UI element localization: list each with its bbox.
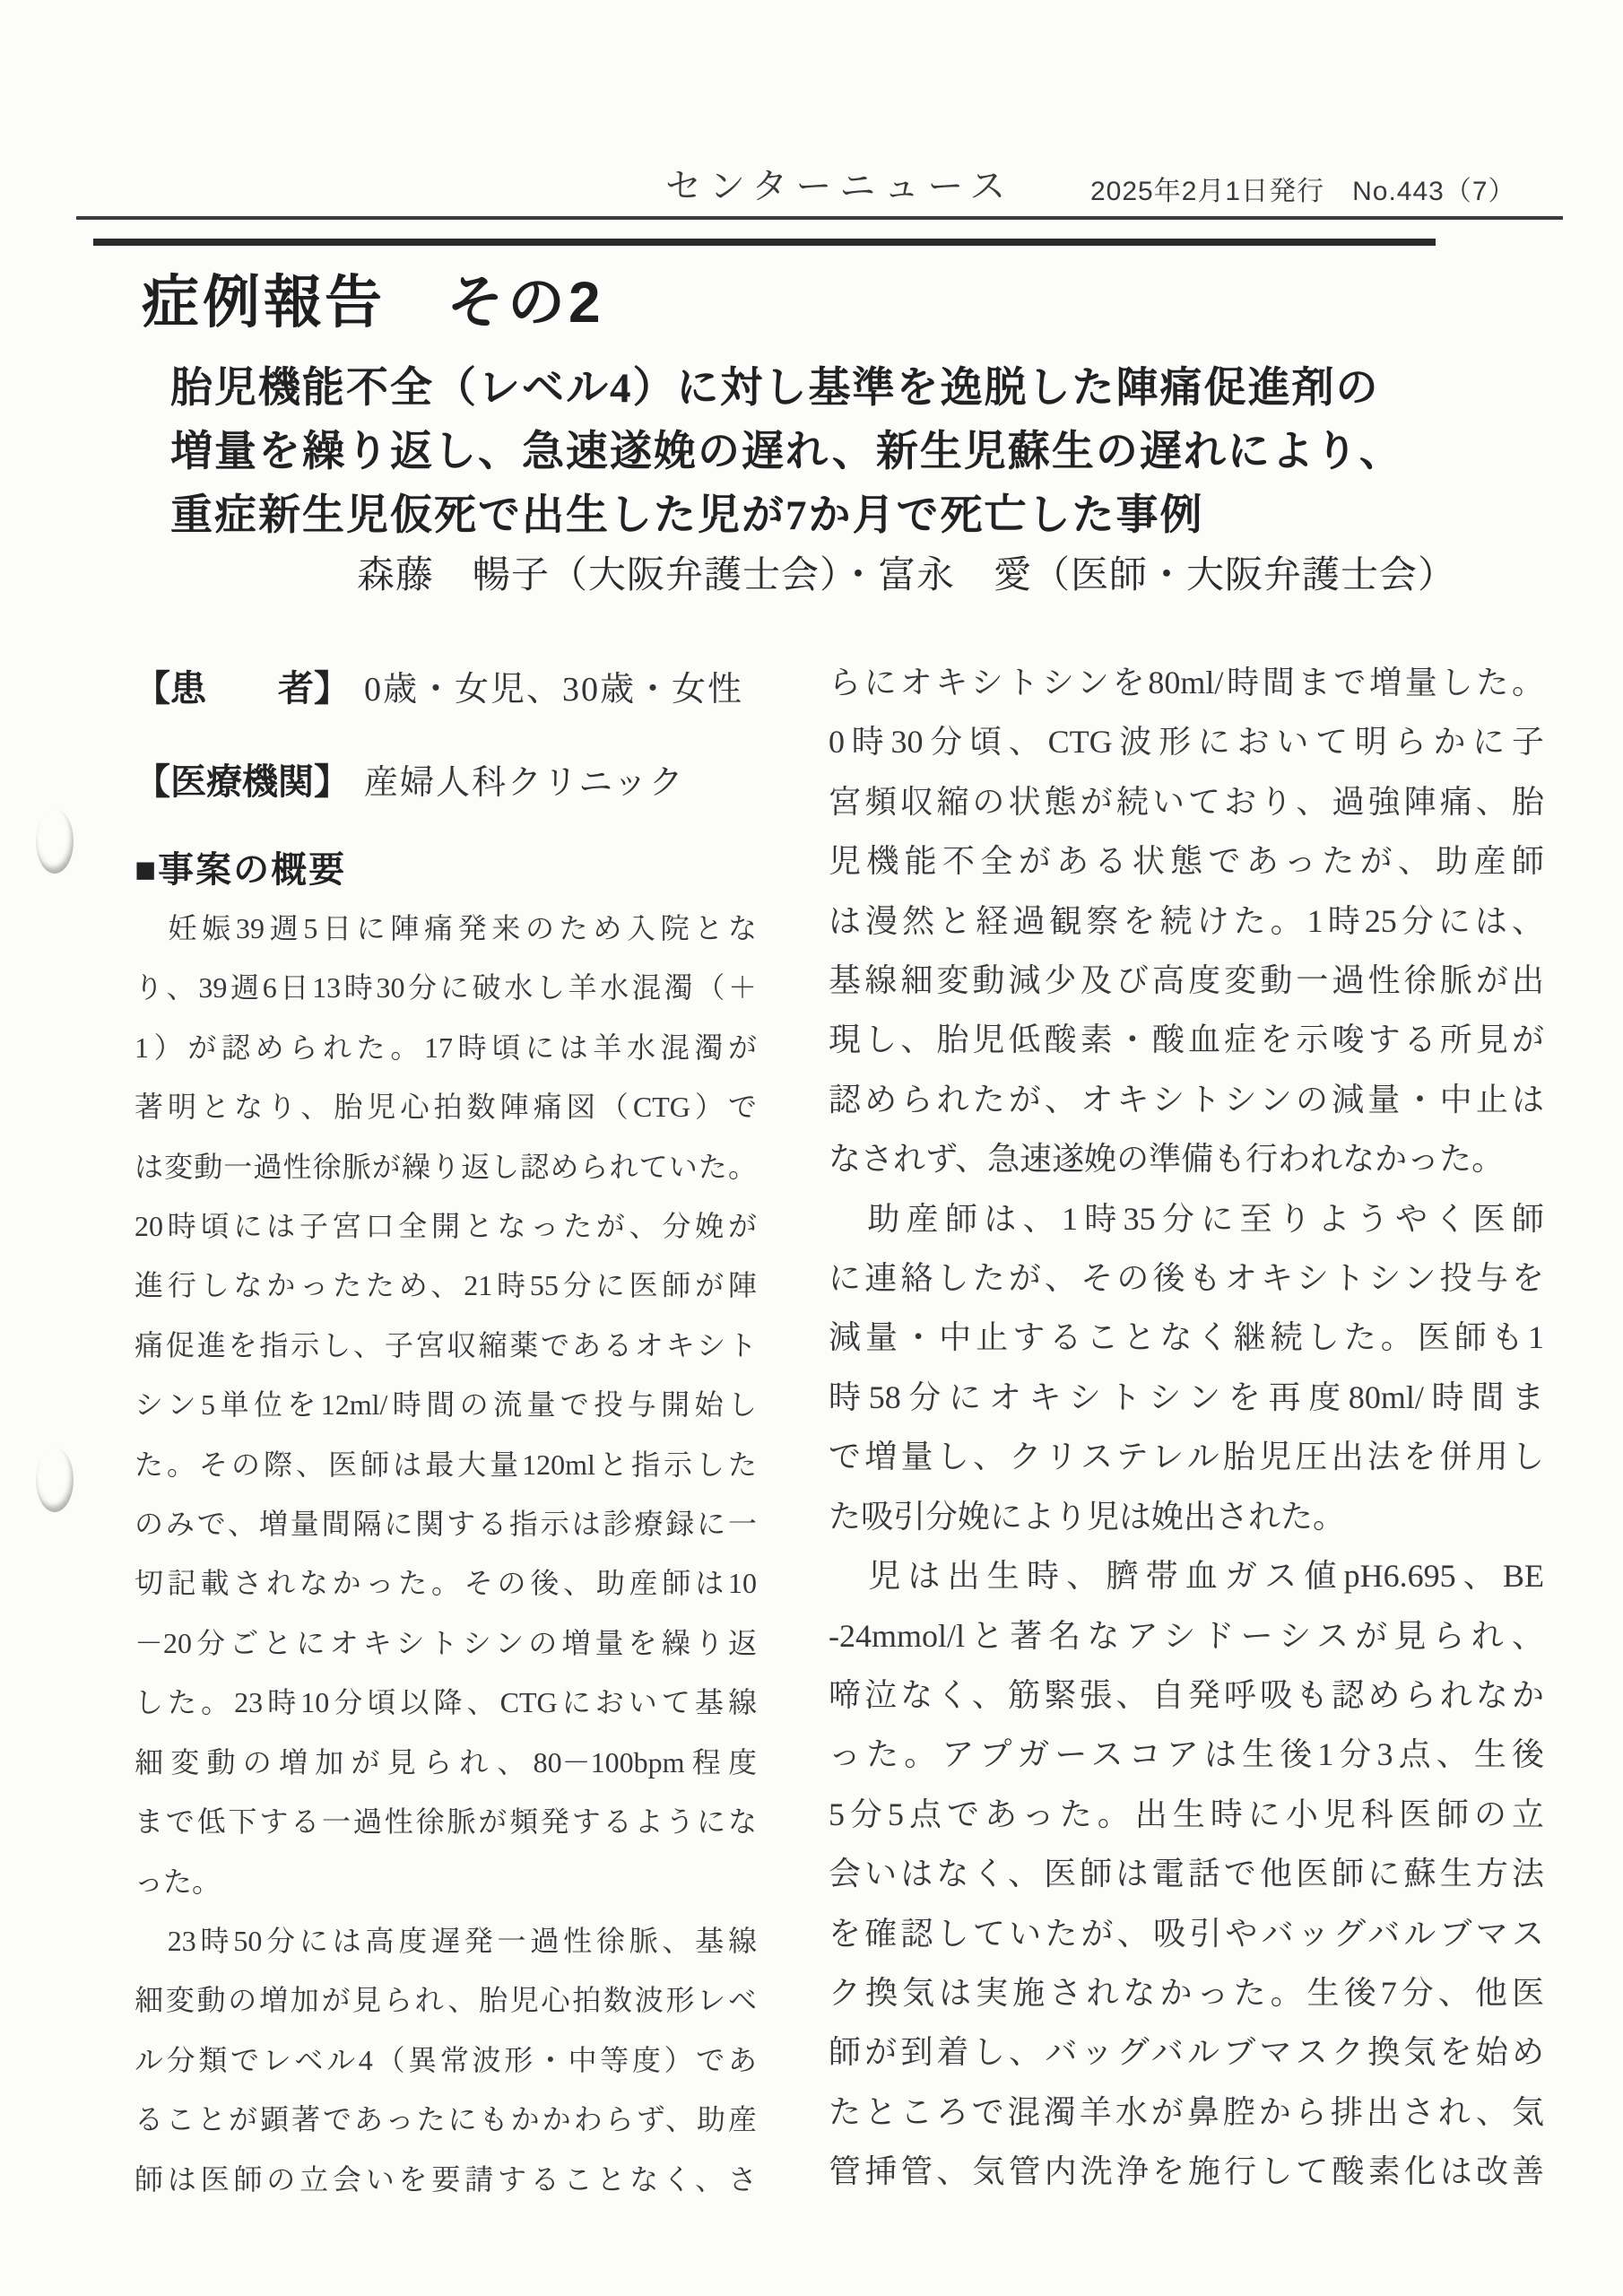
text-line: -24mmol/lと著名なアシドーシスが見られ、 xyxy=(829,1617,1544,1654)
text-line: 児は出生時、臍帯血ガス値pH6.695、BE xyxy=(829,1558,1544,1595)
text-line: 時58分にオキシトシンを再度80ml/時間ま xyxy=(829,1378,1544,1415)
authors-line: 森藤 暢子（大阪弁護士会）・富永 愛（医師・大阪弁護士会） xyxy=(357,555,1457,596)
institution-label: 【医療機関】 xyxy=(135,762,350,802)
text-line: た吸引分娩により児は娩出された。 xyxy=(829,1498,1346,1535)
paragraph xyxy=(135,899,757,1911)
paragraph xyxy=(829,1546,1544,2201)
text-line: 痛促進を指示し、子宮収縮薬であるオキシト xyxy=(135,1328,757,1361)
text-line: 宮頻収縮の状態が続いており、過強陣痛、胎 xyxy=(829,783,1544,820)
text-line: 1）が認められた。17時頃には羊水混濁が xyxy=(135,1031,757,1064)
punch-hole xyxy=(36,809,74,874)
text-line: シン5単位を12ml/時間の流量で投与開始し xyxy=(135,1388,757,1422)
institution-meta-row xyxy=(135,753,685,804)
text-line: した。23時10分頃以降、CTGにおいて基線 xyxy=(135,1686,757,1719)
text-line: 進行しなかったため、21時55分に医師が陣 xyxy=(135,1269,757,1302)
text-line: まで低下する一過性徐脈が頻発するようにな xyxy=(135,1805,757,1839)
text-line: 児機能不全がある状態であったが、助産師 xyxy=(829,843,1544,880)
text-line: った。アプガースコアは生後1分3点、生後 xyxy=(829,1736,1544,1773)
text-line: 啼泣なく、筋緊張、自発呼吸も認められなか xyxy=(829,1676,1544,1713)
newsletter-title: センターニュース xyxy=(665,167,1014,206)
paragraph xyxy=(829,653,1544,1189)
issue-info: 2025年2月1日発行 No.443（7） xyxy=(1090,177,1516,206)
text-line: 20時頃には子宮口全開となったが、分娩が xyxy=(135,1210,757,1243)
text-line: 0時30分頃、CTG波形において明らかに子 xyxy=(829,724,1544,761)
text-line: のみで、増量間隔に関する指示は診療録に一 xyxy=(135,1508,757,1541)
subtitle-line: 胎児機能不全（レベル4）に対し基準を逸脱した陣痛促進剤の xyxy=(170,365,1380,412)
text-line: 助産師は、1時35分に至りようやく医師 xyxy=(829,1200,1544,1237)
punch-hole xyxy=(36,1448,74,1512)
institution-value: 産婦人科クリニック xyxy=(364,764,685,802)
text-line: は漫然と経過観察を続けた。1時25分には、 xyxy=(829,902,1544,939)
text-line: 会いはなく、医師は電話で他医師に蘇生方法 xyxy=(829,1856,1544,1892)
text-line: ることが顕著であったにもかかわらず、助産 xyxy=(135,2103,757,2136)
text-line: ル分類でレベル4（異常波形・中等度）であ xyxy=(135,2043,757,2076)
body-column-right xyxy=(829,653,1544,2202)
text-line: で増量し、クリステレル胎児圧出法を併用し xyxy=(829,1439,1544,1475)
subtitle-line: 増量を繰り返し、急速遂娩の遅れ、新生児蘇生の遅れにより、 xyxy=(170,429,1403,475)
text-line: 妊娠39週5日に陣痛発来のため入院とな xyxy=(135,912,757,944)
text-line: に連絡したが、その後もオキシトシン投与を xyxy=(829,1260,1544,1297)
text-line: 師が到着し、バッグバルブマスク換気を始め xyxy=(829,2034,1544,2071)
paragraph xyxy=(135,1911,757,2209)
text-line: 現し、胎児低酸素・酸血症を示唆する所見が xyxy=(829,1022,1544,1058)
text-line: 細変動の増加が見られ、80－100bpm程度 xyxy=(135,1745,757,1779)
text-line: り、39週6日13時30分に破水し羊水混濁（＋ xyxy=(135,971,757,1004)
text-line: ク換気は実施されなかった。生後7分、他医 xyxy=(829,1974,1544,2011)
article-subtitle xyxy=(170,357,1403,548)
text-line: 細変動の増加が見られ、胎児心拍数波形レベ xyxy=(135,1984,757,2017)
article-title: 症例報告 その2 xyxy=(142,270,604,335)
text-line: －20分ごとにオキシトシンの増量を繰り返 xyxy=(135,1626,757,1659)
text-line: った。 xyxy=(135,1865,221,1898)
text-line: 5分5点であった。出生時に小児科医師の立 xyxy=(829,1796,1544,1832)
text-line: 認められたが、オキシトシンの減量・中止は xyxy=(829,1081,1544,1118)
patient-label: 【患 者】 xyxy=(135,669,350,709)
text-line: 師は医師の立会いを要請することなく、さ xyxy=(135,2162,757,2196)
text-line: らにオキシトシンを80ml/時間まで増量した。 xyxy=(829,665,1544,700)
body-column-left xyxy=(135,899,757,2209)
patient-value: 0歳・女児、30歳・女性 xyxy=(364,671,744,709)
text-line: た。その際、医師は最大量120mlと指示した xyxy=(135,1448,757,1481)
title-rule xyxy=(93,239,1436,246)
text-line: なされず、急速遂娩の準備も行われなかった。 xyxy=(829,1141,1505,1178)
section-heading-overview: ■事案の概要 xyxy=(135,850,347,890)
patient-meta-row xyxy=(135,660,743,711)
text-line: は変動一過性徐脈が繰り返し認められていた。 xyxy=(135,1150,757,1183)
paragraph xyxy=(829,1189,1544,1546)
text-line: 管挿管、気管内洗浄を施行して酸素化は改善 xyxy=(829,2153,1544,2190)
text-line: 基線細変動減少及び高度変動一過性徐脈が出 xyxy=(829,962,1544,999)
text-line: たところで混濁羊水が鼻腔から排出され、気 xyxy=(829,2093,1544,2130)
text-line: 23時50分には高度遅発一過性徐脈、基線 xyxy=(135,1924,757,1957)
text-line: を確認していたが、吸引やバッグバルブマス xyxy=(829,1915,1544,1952)
text-line: 切記載されなかった。その後、助産師は10 xyxy=(135,1567,757,1600)
text-line: 減量・中止することなく継続した。医師も1 xyxy=(829,1319,1544,1356)
text-line: 著明となり、胎児心拍数陣痛図（CTG）で xyxy=(135,1091,757,1124)
header-rule xyxy=(76,216,1563,220)
subtitle-line: 重症新生児仮死で出生した児が7か月で死亡した事例 xyxy=(170,492,1204,539)
